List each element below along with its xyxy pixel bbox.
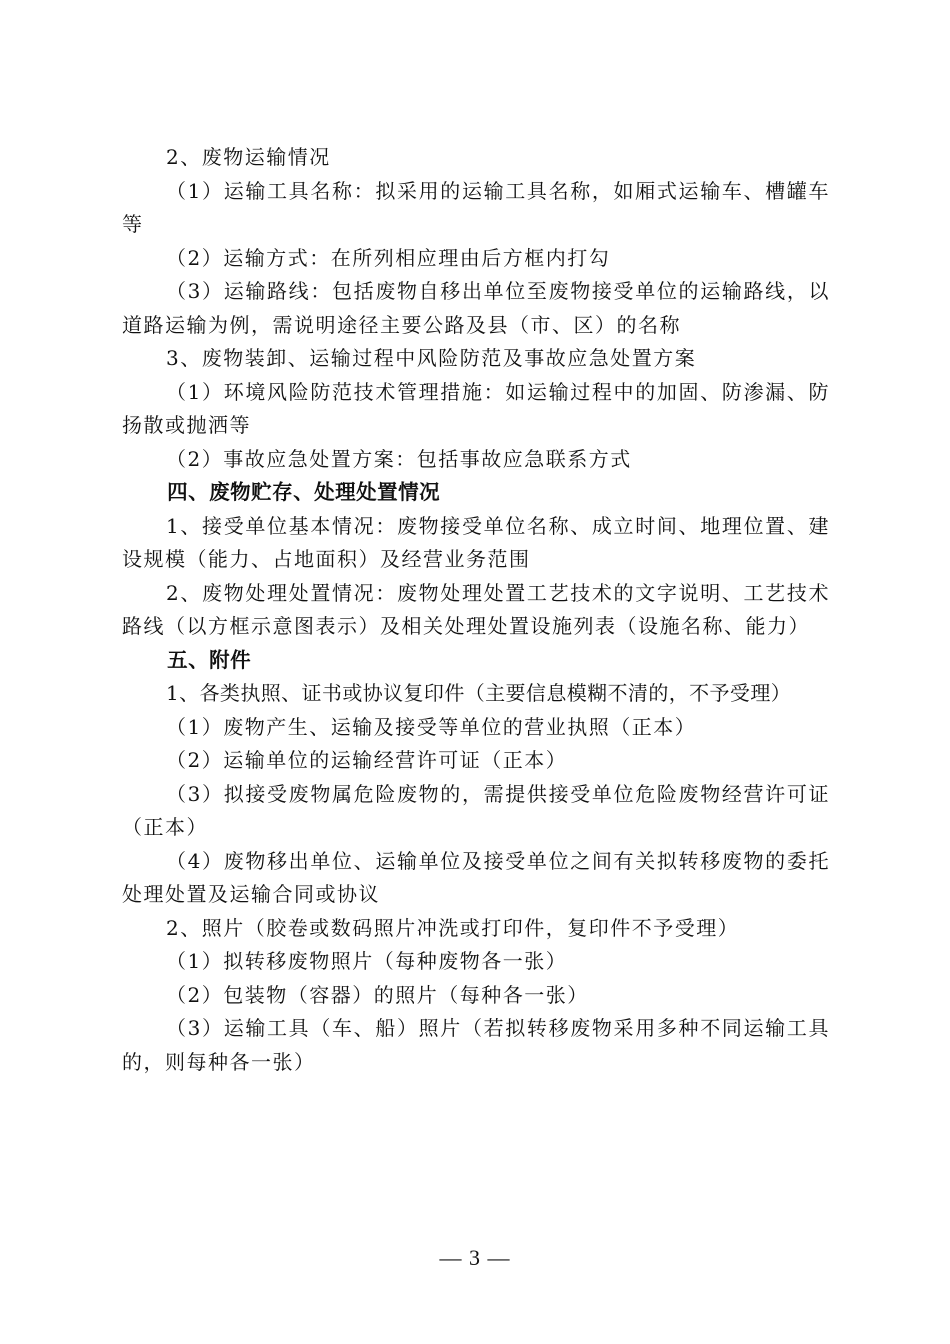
attachment-photos-title: 2、照片（胶卷或数码照片冲洗或打印件，复印件不予受理） <box>166 915 740 940</box>
disposal-situation-item: 2、废物处理处置情况：废物处理处置工艺技术的文字说明、工艺技术路线（以方框示意图表示）及相关处理处置设施列表（设施名称、能力） <box>122 580 830 638</box>
packaging-photo-item: （2）包装物（容器）的照片（每种各一张） <box>166 982 589 1007</box>
transport-vehicle-name-item: （1）运输工具名称：拟采用的运输工具名称，如厢式运输车、槽罐车等 <box>122 178 830 236</box>
hazardous-permit-item: （3）拟接受废物属危险废物的，需提供接受单位危险废物经营许可证（正本） <box>122 781 830 839</box>
transport-method-item: （2）运输方式：在所列相应理由后方框内打勾 <box>166 245 611 270</box>
page-number: — 3 — <box>439 1245 511 1270</box>
vehicle-photo-item: （3）运输工具（车、船）照片（若拟转移废物采用多种不同运输工具的，则每种各一张） <box>122 1016 830 1074</box>
waste-photo-item: （1）拟转移废物照片（每种废物各一张） <box>166 949 568 973</box>
attachment-licenses-title: 1、各类执照、证书或协议复印件（主要信息模糊不清的，不予受理） <box>166 681 792 705</box>
section-3-risk-title: 3、废物装卸、运输过程中风险防范及事故应急处置方案 <box>166 346 697 370</box>
transport-route-item: （3）运输路线：包括废物自移出单位至废物接受单位的运输路线，以道路运输为例，需说明途径主要公路及县（市、区）的名称 <box>122 279 830 337</box>
section-2-transport-title: 2、废物运输情况 <box>166 145 331 169</box>
heading-storage-disposal: 四、废物贮存、处理处置情况 <box>167 480 441 504</box>
contract-item: （4）废物移出单位、运输单位及接受单位之间有关拟转移废物的委托处理处置及运输合同或协议 <box>122 848 830 906</box>
risk-prevention-item: （1）环境风险防范技术管理措施：如运输过程中的加固、防渗漏、防扬散或抛洒等 <box>122 379 830 437</box>
emergency-plan-item: （2）事故应急处置方案：包括事故应急联系方式 <box>166 446 632 471</box>
receiver-basic-info-item: 1、接受单位基本情况：废物接受单位名称、成立时间、地理位置、建设规模（能力、占地面积）及经营业务范围 <box>122 513 830 571</box>
heading-attachments: 五、附件 <box>167 647 252 672</box>
document-body <box>122 141 830 1079</box>
business-license-item: （1）废物产生、运输及接受等单位的营业执照（正本） <box>166 714 697 739</box>
transport-permit-item: （2）运输单位的运输经营许可证（正本） <box>166 748 568 772</box>
